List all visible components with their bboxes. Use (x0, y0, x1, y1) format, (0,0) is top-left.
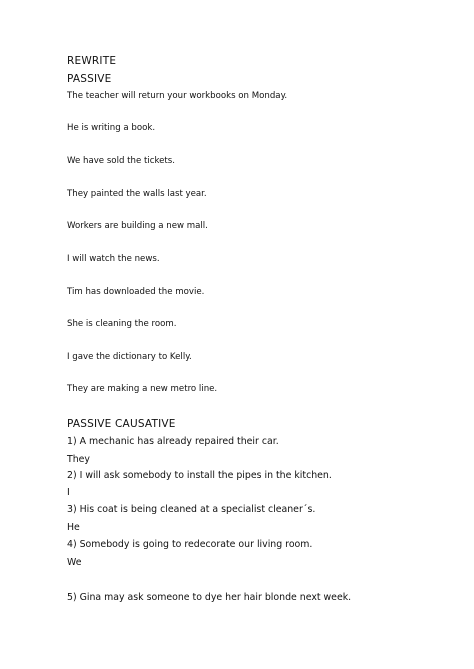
section-subtitle-passive: PASSIVE (67, 73, 112, 85)
section-title-rewrite: REWRITE (67, 55, 117, 67)
passive-sentence-4: They painted the walls last year. (67, 189, 207, 199)
causative-question-5: 5) Gina may ask someone to dye her hair blonde next week. (67, 592, 352, 603)
passive-sentence-2: He is writing a book. (67, 123, 156, 133)
passive-sentence-5: Workers are building a new mall. (67, 221, 208, 231)
passive-sentence-6: I will watch the news. (67, 254, 160, 264)
passive-sentence-8: She is cleaning the room. (67, 319, 177, 329)
causative-question-3: 3) His coat is being cleaned at a specialist cleaner´s. (67, 504, 316, 515)
causative-question-1: 1) A mechanic has already repaired their car. (67, 436, 279, 447)
section-title-passive-causative: PASSIVE CAUSATIVE (67, 418, 176, 430)
causative-starter-2: I (67, 487, 70, 498)
passive-sentence-9: I gave the dictionary to Kelly. (67, 352, 192, 362)
passive-sentence-1: The teacher will return your workbooks on Monday. (67, 91, 288, 101)
causative-question-2: 2) I will ask somebody to install the pipes in the kitchen. (67, 470, 332, 481)
passive-sentence-3: We have sold the tickets. (67, 156, 175, 166)
causative-starter-4: We (67, 557, 82, 568)
causative-starter-3: He (67, 522, 80, 533)
causative-starter-1: They (67, 454, 90, 465)
passive-sentence-7: Tim has downloaded the movie. (67, 287, 205, 297)
causative-question-4: 4) Somebody is going to redecorate our living room. (67, 539, 313, 550)
passive-sentence-10: They are making a new metro line. (67, 384, 218, 394)
